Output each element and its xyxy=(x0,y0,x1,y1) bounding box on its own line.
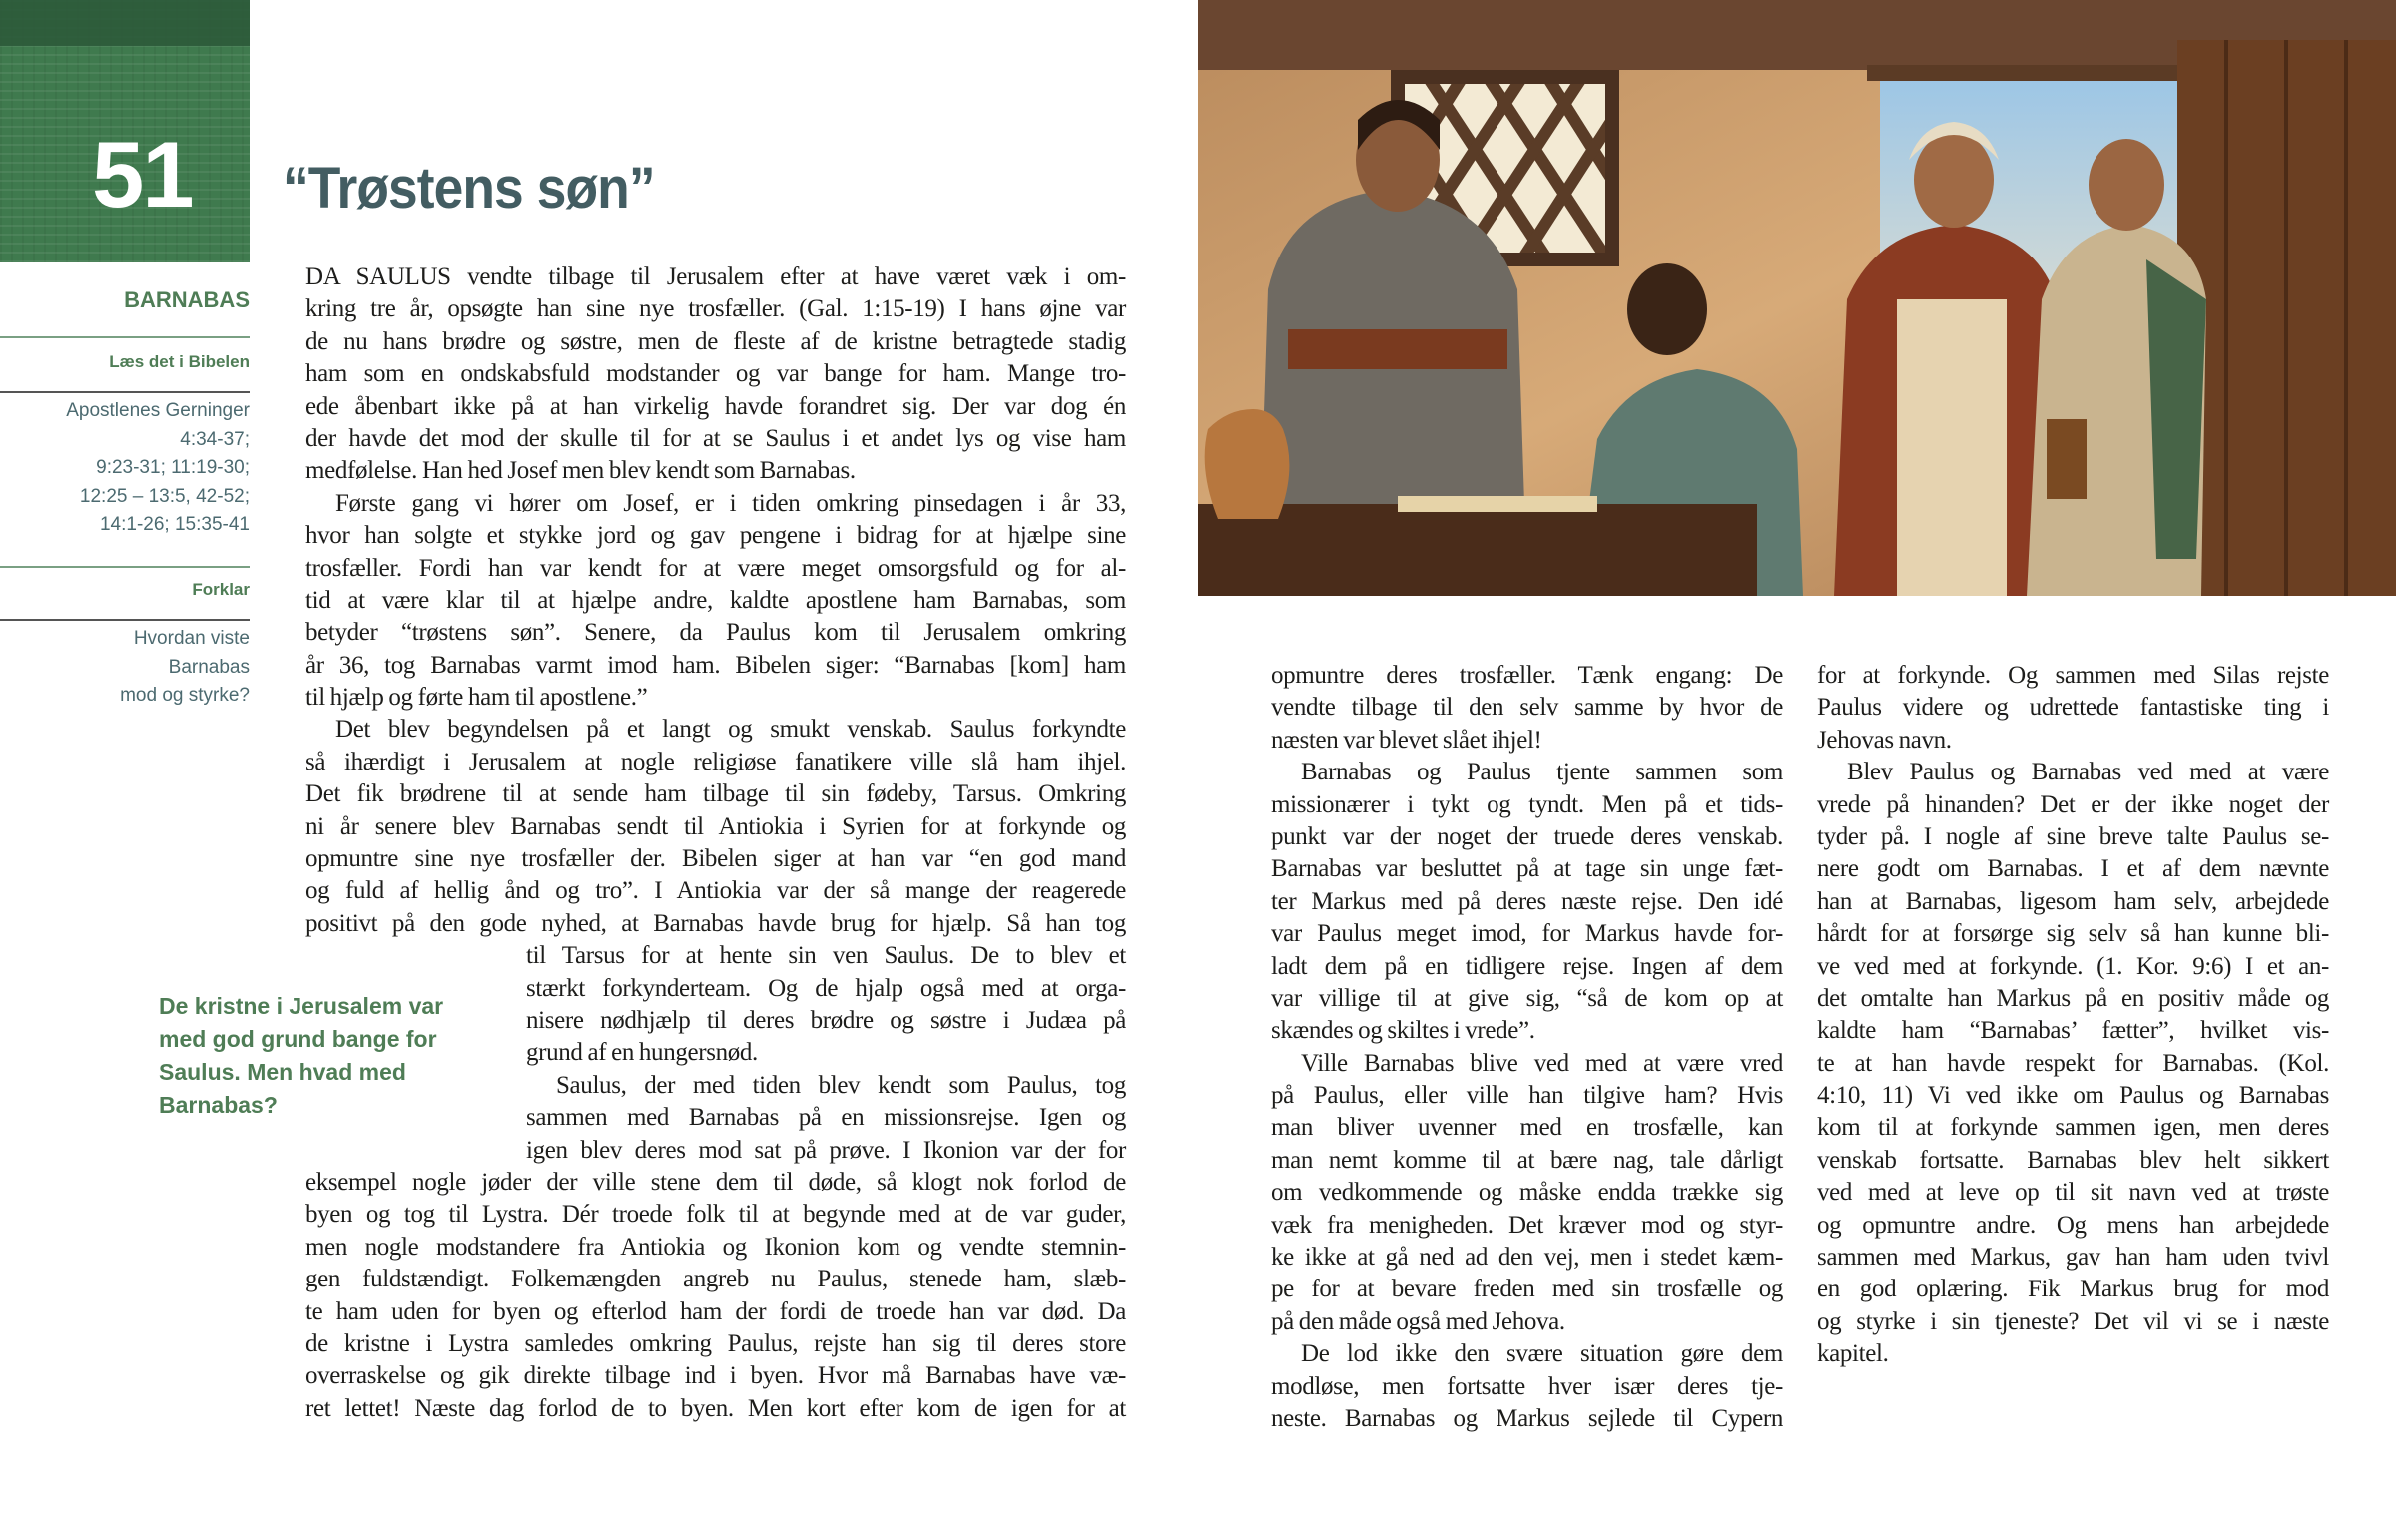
question-line: Barnabas xyxy=(168,656,250,678)
sidebar-question xyxy=(120,625,250,711)
reference: 9:23-31; 11:19-30; xyxy=(96,457,250,478)
body-text-line: for at forkynde. Og sammen med Silas rejste xyxy=(1817,662,2329,689)
body-text-line: betyder “trøstens søn”. Senere, da Paulus kom til Jerusalem omkring xyxy=(305,619,1126,647)
table xyxy=(1198,504,1757,596)
body-text-line: og opmuntre andre. Og mens han arbejdede xyxy=(1817,1211,2329,1239)
reference: 12:25 – 13:5, 42-52; xyxy=(79,485,250,507)
body-text-line: og styrke i sin tjeneste? Det vil vi se i næste xyxy=(1817,1307,2329,1335)
body-text-line: han at Barnabas, ligesom ham selv, arbejdede xyxy=(1817,887,2329,915)
pull-quote-line: Saulus. Men hvad med xyxy=(159,1059,406,1085)
pull-quote-line: Barnabas? xyxy=(159,1092,278,1118)
body-text-line: så ihærdigt i Jerusalem at nogle religiøse fanatikere ville slå ham ihjel. xyxy=(305,748,1126,775)
body-text-line: man bliver uvenner med en trosfælle, kan xyxy=(1271,1114,1783,1142)
body-text-line: Blev Paulus og Barnabas ved med at være xyxy=(1847,759,2329,786)
divider xyxy=(0,566,250,568)
body-text-line: Jehovas navn. xyxy=(1817,726,1952,754)
body-text-line: positivt på den gode nyhed, at Barnabas havde brug for hjælp. Så han tog xyxy=(305,909,1126,937)
body-text-line: skændes og skiltes i vrede”. xyxy=(1271,1017,1535,1045)
body-text-line: til Tarsus for at hente sin ven Saulus. De to blev et xyxy=(526,942,1126,970)
body-text-line: sammen med Barnabas på en missionsrejse. Igen og xyxy=(526,1104,1126,1132)
body-text-line: Barnabas og Paulus tjente sammen som xyxy=(1301,759,1783,786)
body-text-line: en god oplæring. Fik Markus brug for mod xyxy=(1817,1276,2329,1303)
body-text-line: væk fra menigheden. Det kræver mod og styr- xyxy=(1271,1211,1783,1239)
body-text-line: tid at være klar til at hjælpe andre, kaldte apostlene ham Barnabas, som xyxy=(305,586,1126,614)
body-text-line: vendte tilbage til den selv samme by hvor de xyxy=(1271,694,1783,722)
illustration-barnabas-paul-markus xyxy=(1198,0,2396,596)
body-text-line: ke ikke at gå ned ad den vej, men i stedet kæm- xyxy=(1271,1244,1783,1272)
body-text-line: nisere nødhjælp til deres brødre og søstre i Judæa på xyxy=(526,1006,1126,1034)
pull-quote-line: De kristne i Jerusalem var xyxy=(159,993,444,1019)
body-text-line: modløse, men fortsatte hver især deres tje- xyxy=(1271,1372,1783,1400)
divider xyxy=(0,619,250,621)
body-text-line: de kristne i Lystra samledes omkring Paulus, rejste han sig til deres store xyxy=(305,1329,1126,1357)
body-text-line: stærkt forkynderteam. Og de hjalp også med at orga- xyxy=(526,974,1126,1002)
body-text-line: De lod ikke den svære situation gøre dem xyxy=(1301,1340,1783,1368)
body-text-line: ret lettet! Næste dag forlod de to byen. Men kort efter kom de igen for at xyxy=(305,1394,1126,1422)
reference: 14:1-26; 15:35-41 xyxy=(99,514,250,535)
body-text-line: igen blev deres mod sat på prøve. I Ikonion var der for xyxy=(526,1136,1126,1164)
body-text-line: 4:10, 11) Vi ved ikke om Paulus og Barnabas xyxy=(1817,1082,2329,1110)
sidebar-person-name: BARNABAS xyxy=(124,287,250,312)
sidebar-references xyxy=(66,397,250,540)
body-text-line: til hjælp og førte ham til apostlene.” xyxy=(305,684,648,712)
chapter-number-box xyxy=(0,0,250,262)
body-text-line: te ham uden for byen og efterlod ham der fordi de troede han var død. Da xyxy=(305,1297,1126,1325)
body-text-line: ni år senere blev Barnabas sendt til Antiokia i Syrien for at forkynde og xyxy=(305,812,1126,840)
clay-jar xyxy=(1205,409,1290,519)
body-text-line: ter Markus med på deres næste rejse. Den idé xyxy=(1271,887,1783,915)
body-text-line: gen fuldstændigt. Folkemængden angreb nu Paulus, stenede ham, slæb- xyxy=(305,1266,1126,1293)
reference: 4:34-37; xyxy=(180,428,250,450)
body-text-line: ede åbenbart ikke på at han virkelig havde forandret sig. Der var dog én xyxy=(305,392,1126,420)
body-text-line: hvor han solgte et stykke jord og gav pengene i bidrag for at hjælpe sine xyxy=(305,522,1126,550)
sidebar-read-label: Læs det i Bibelen xyxy=(109,352,250,371)
body-text-line: om vedkommende og måske endda trække sig xyxy=(1271,1179,1783,1207)
body-text-line: overraskelse og gik direkte tilbage ind i byen. Hvor må Barnabas have væ- xyxy=(305,1362,1126,1390)
body-text-line: byen og tog til Lystra. Dér troede folk til at begynde med at de var guder, xyxy=(305,1201,1126,1229)
body-text-line: Saulus, der med tiden blev kendt som Paulus, tog xyxy=(556,1071,1126,1099)
body-text-line: medfølelse. Han hed Josef men blev kendt som Barnabas. xyxy=(305,457,856,485)
body-text-line: ladt dem på en tidligere rejse. Ingen af dem xyxy=(1271,952,1783,980)
body-text-line: missionærer i tykt og tyndt. Men på et tids- xyxy=(1271,790,1783,818)
body-column-2 xyxy=(1271,660,1783,1435)
question-line: Hvordan viste xyxy=(133,628,250,649)
body-text-line: og fuld af hellig ånd og tro”. I Antiokia var der så mange der reagerede xyxy=(305,877,1126,905)
body-text-line: grund af en hungersnød. xyxy=(526,1039,758,1067)
body-text-line: ved med at leve op til sit navn ved at trøste xyxy=(1817,1179,2329,1207)
body-text-line: Det fik brødrene til at sende ham tilbage til sin fødeby, Tarsus. Omkring xyxy=(305,780,1126,808)
body-text-line: kom til at forkynde sammen igen, men deres xyxy=(1817,1114,2329,1142)
question-line: mod og styrke? xyxy=(120,685,250,706)
body-text-line: nere godt om Barnabas. I et af dem nævnte xyxy=(1817,855,2329,883)
body-text-line: tyder på. I nogle af sine breve talte Paulus se- xyxy=(1817,822,2329,850)
body-text-line: kring tre år, opsøgte han sine nye trosfæller. (Gal. 1:15-19) I hans øjne var xyxy=(305,295,1126,323)
body-text-line: der havde det mod der skulle til for at se Saulus i et andet lys og vise ham xyxy=(305,424,1126,452)
body-text-line: men nogle modstandere fra Antiokia og Ikonion kom og vendte stemnin- xyxy=(305,1233,1126,1261)
pull-quote-line: med god grund bange for xyxy=(159,1026,437,1052)
body-text-line: trosfæller. Fordi han var kendt for at være meget omsorgsfuld og for al- xyxy=(305,554,1126,582)
body-text-line: opmuntre deres trosfæller. Tænk engang: De xyxy=(1271,662,1783,689)
body-column-1 xyxy=(305,261,1126,1425)
body-text-line: neste. Barnabas og Markus sejlede til Cypern xyxy=(1271,1404,1783,1432)
body-text-line: Det blev begyndelsen på et langt og smukt venskab. Saulus forkyndte xyxy=(335,716,1126,744)
body-text-line: de nu hans brødre og søstre, men de fleste af de kristne betragtede stadig xyxy=(305,327,1126,355)
sidebar-explain-label: Forklar xyxy=(192,580,250,599)
body-text-line: man nemt komme til at bære nag, tale dårligt xyxy=(1271,1146,1783,1174)
body-text-line: ham som en ondskabsfuld modstander og var bange for ham. Mange tro- xyxy=(305,360,1126,388)
body-text-line: Første gang vi hører om Josef, er i tiden omkring pinsedagen i år 33, xyxy=(335,489,1126,517)
scroll xyxy=(1398,496,1597,512)
body-text-line: te at han havde respekt for Barnabas. (Kol. xyxy=(1817,1049,2329,1077)
body-text-line: sammen med Markus, gav han ham uden tvivl xyxy=(1817,1244,2329,1272)
body-text-line: på den måde også med Jehova. xyxy=(1271,1307,1565,1335)
body-text-line: ve ved med at forkynde. (1. Kor. 9:6) I et an- xyxy=(1817,952,2329,980)
body-text-line: Ville Barnabas blive ved med at være vred xyxy=(1301,1049,1783,1077)
body-text-line: pe for at bevare freden med sin trosfælle og xyxy=(1271,1276,1783,1303)
body-text-line: Paulus videre og udrettede fantastiske ting i xyxy=(1817,694,2329,722)
chapter-title: “Trøstens søn” xyxy=(283,156,655,221)
body-text-line: opmuntre sine nye trosfæller der. Bibelen siger at han var “en god mand xyxy=(305,845,1126,873)
body-text-line: var Paulus meget imod, for Markus havde for- xyxy=(1271,920,1783,948)
body-text-line: hårdt for at forsørge sig selv så han kunne bli- xyxy=(1817,920,2329,948)
body-text-line: kapitel. xyxy=(1817,1340,1889,1368)
body-text-line: punkt var der noget der truede deres venskab. xyxy=(1271,822,1783,850)
body-column-3 xyxy=(1817,660,2329,1371)
body-text-line: Barnabas var besluttet på at tage sin unge fæt- xyxy=(1271,855,1783,883)
chapter-number: 51 xyxy=(92,122,193,227)
divider xyxy=(0,391,250,393)
body-text-line: det omtalte han Markus på en positiv måde og xyxy=(1817,984,2329,1012)
body-text-line: var villige til at give sig, “så de kom op at xyxy=(1271,984,1783,1012)
body-text-line: venskab fortsatte. Barnabas blev helt sikkert xyxy=(1817,1146,2329,1174)
body-text-line: vrede på hinanden? Det er der ikke noget der xyxy=(1817,790,2329,818)
body-text-line: på Paulus, eller ville han tilgive ham? Hvis xyxy=(1271,1082,1783,1110)
divider xyxy=(0,336,250,338)
body-text-line: eksempel nogle jøder der ville stene dem til døde, så klogt nok forlod de xyxy=(305,1168,1126,1196)
body-text-line: DA SAULUS vendte tilbage til Jerusalem efter at have været væk i om- xyxy=(305,263,1126,290)
body-text-line: år 36, tog Barnabas varmt imod ham. Bibelen siger: “Barnabas [kom] ham xyxy=(305,651,1126,679)
body-text-line: kaldte ham “Barnabas’ fætter”, hvilket vis- xyxy=(1817,1017,2329,1045)
chapter-box-band xyxy=(0,0,250,46)
body-text-line: næsten var blevet slået ihjel! xyxy=(1271,726,1542,754)
reference: Apostlenes Gerninger xyxy=(66,400,250,421)
